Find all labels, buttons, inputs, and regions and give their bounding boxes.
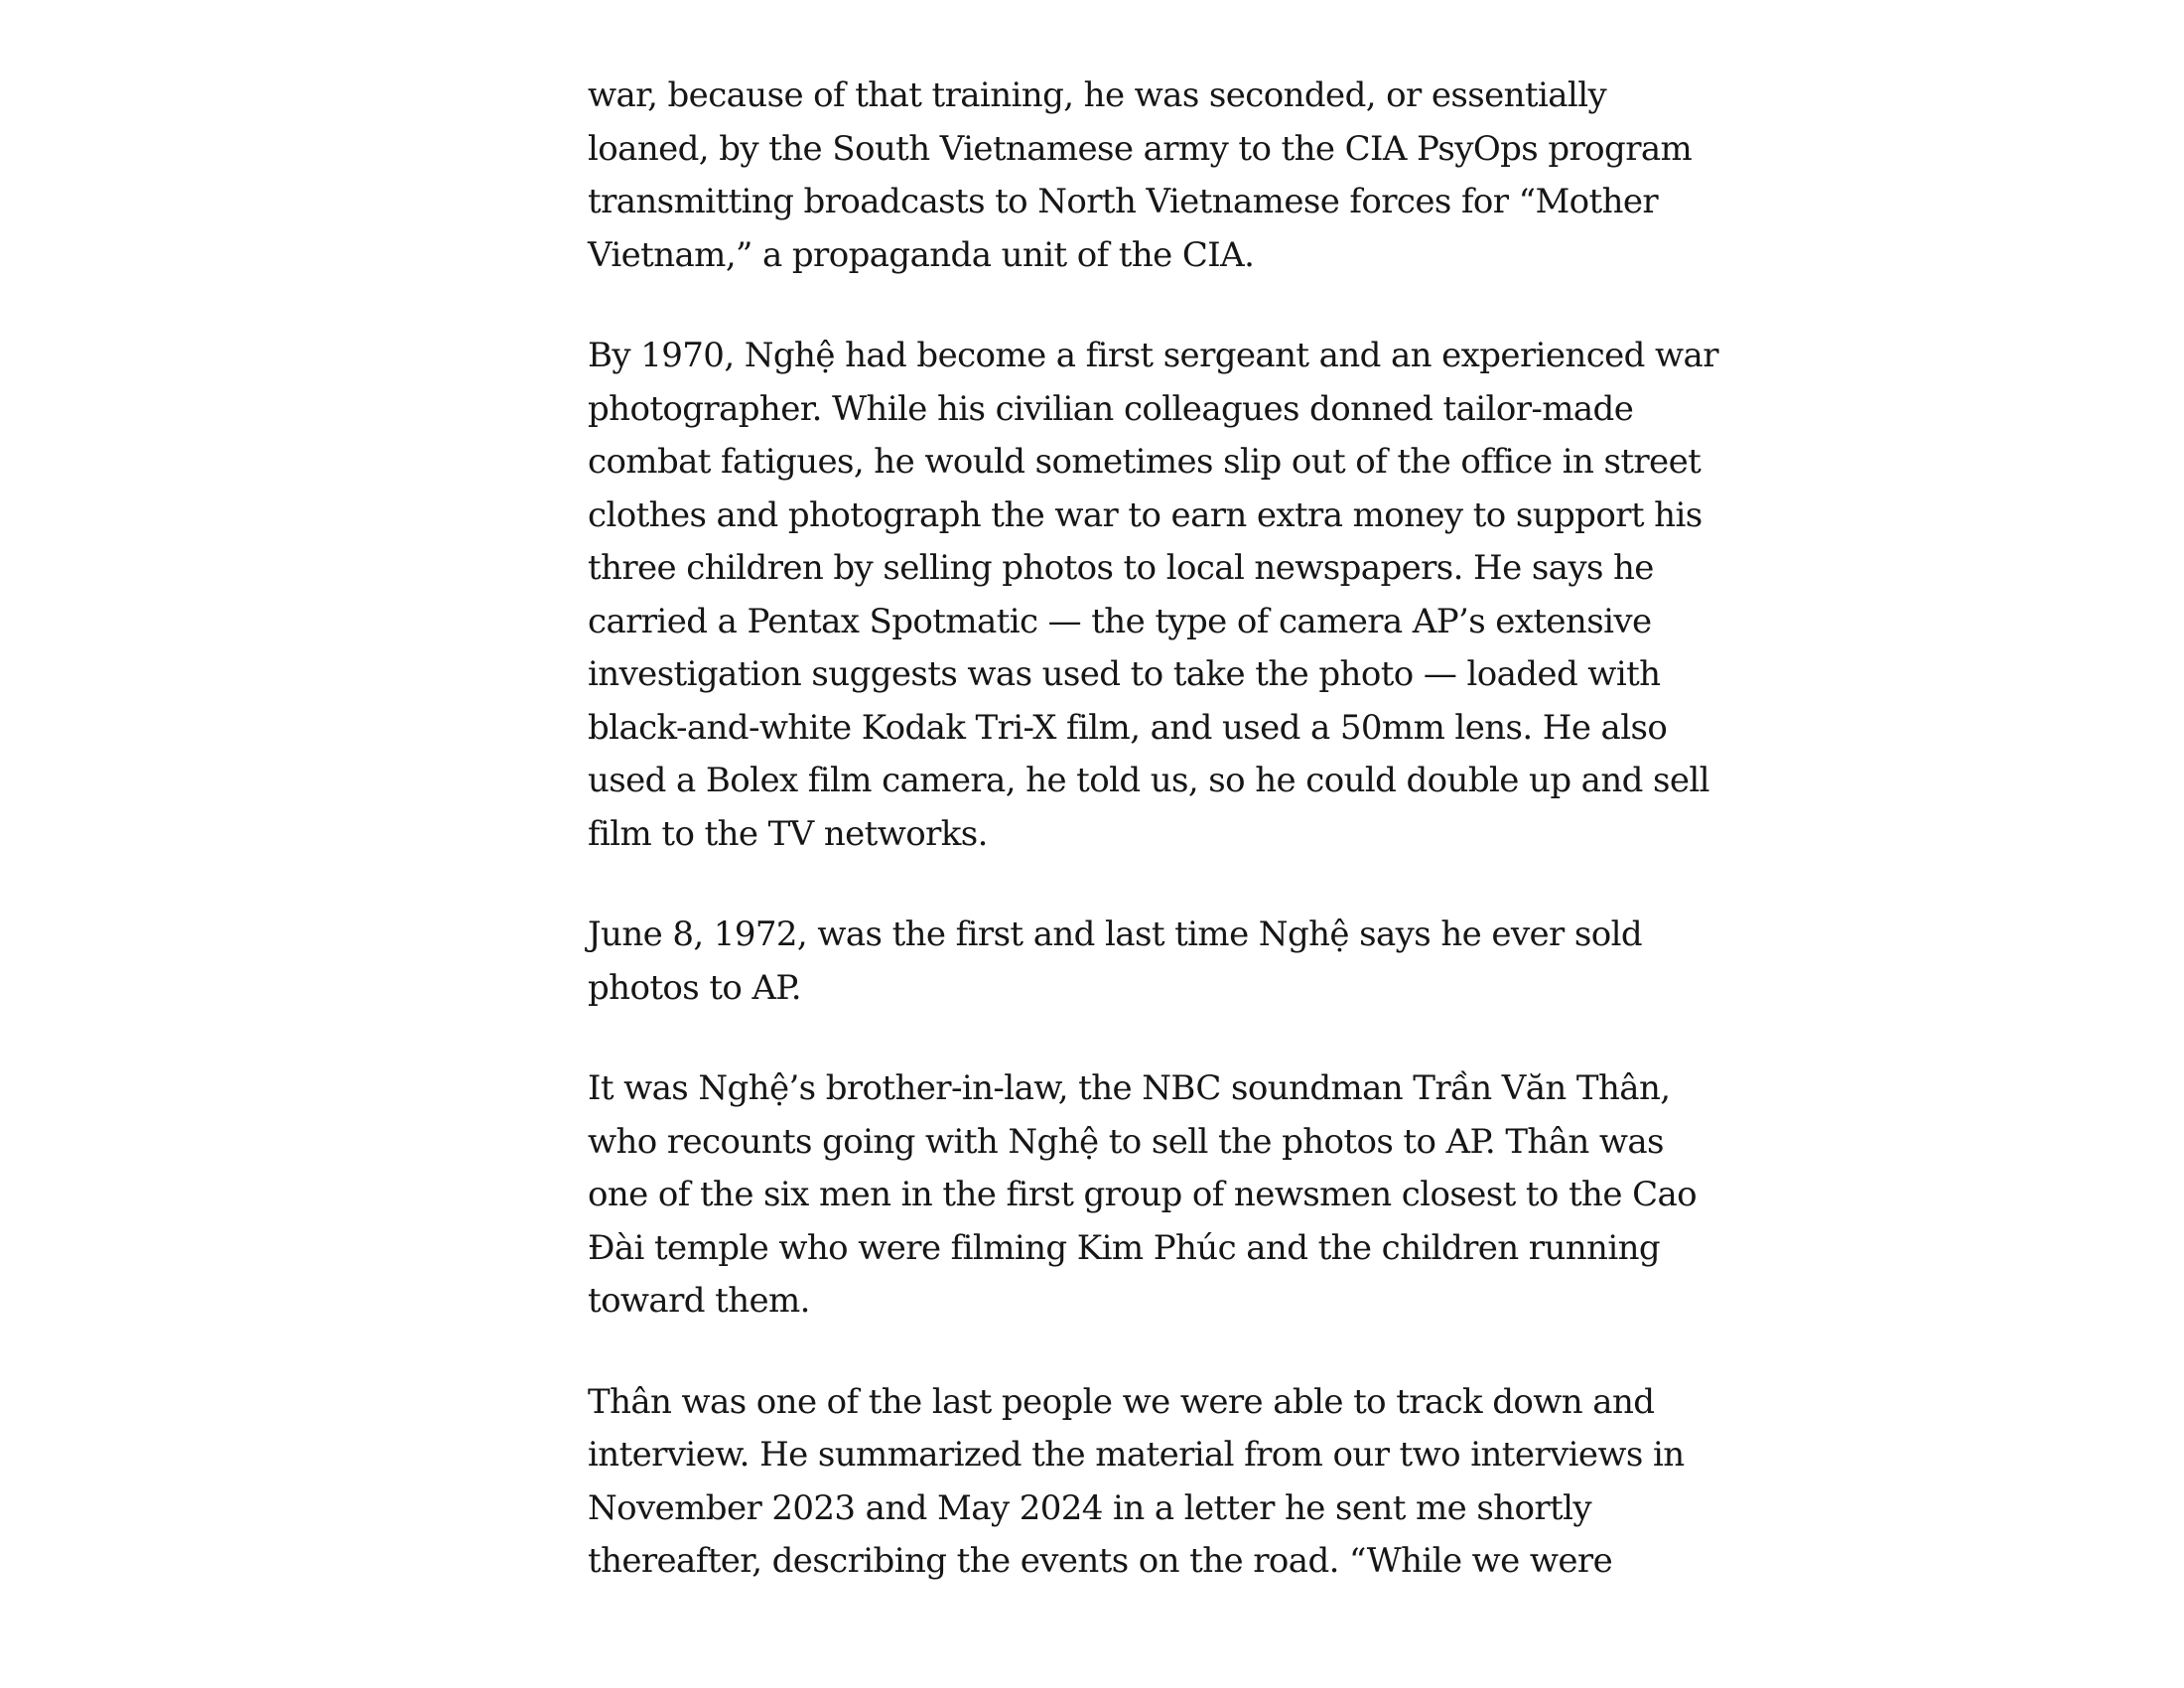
text-line: combat fatigues, he would sometimes slip out of the office in street [588, 442, 1702, 482]
text-line: Thân was one of the last people we were able to track down and [588, 1381, 1655, 1422]
paragraph-sold-photos [588, 909, 1643, 1015]
text-line: November 2023 and May 2024 in a letter he sent me shortly [588, 1487, 1591, 1528]
text-line: loaned, by the South Vietnamese army to the CIA PsyOps program [588, 128, 1693, 169]
text-line: three children by selling photos to local newspapers. He says he [588, 548, 1654, 588]
text-line: thereafter, describing the events on the road. “While we were [588, 1541, 1613, 1581]
text-line: who recounts going with Nghệ to sell the photos to AP. Thân was [588, 1121, 1664, 1162]
paragraph-interview [588, 1376, 1685, 1589]
text-line: photographer. While his civilian colleagues donned tailor-made [588, 388, 1634, 429]
paragraph-training [588, 70, 1693, 282]
text-line: Đài temple who were filming Kim Phúc and the children running [588, 1227, 1661, 1268]
article-body [588, 70, 1718, 1636]
text-line: carried a Pentax Spotmatic — the type of camera AP’s extensive [588, 601, 1652, 641]
text-line: interview. He summarized the material from our two interviews in [588, 1435, 1685, 1475]
text-line: investigation suggests was used to take the photo — loaded with [588, 654, 1661, 694]
text-line: Vietnam,” a propaganda unit of the CIA. [588, 234, 1255, 275]
text-line: clothes and photograph the war to earn extra money to support his [588, 494, 1703, 535]
text-line: It was Nghệ’s brother-in-law, the NBC soundman Trần Văn Thân, [588, 1068, 1671, 1108]
text-line: June 8, 1972, was the first and last time Nghệ says he ever sold [588, 914, 1643, 954]
paragraph-photographer [588, 330, 1718, 861]
text-line: toward them. [588, 1281, 810, 1321]
text-line: transmitting broadcasts to North Vietnamese forces for “Mother [588, 182, 1659, 221]
paragraph-brother-in-law [588, 1062, 1698, 1329]
text-line: used a Bolex film camera, he told us, so he could double up and sell [588, 761, 1709, 800]
text-line: photos to AP. [588, 967, 802, 1008]
text-line: one of the six men in the first group of newsmen closest to the Cao [588, 1175, 1698, 1214]
text-line: film to the TV networks. [588, 813, 988, 854]
text-line: war, because of that training, he was seconded, or essentially [588, 75, 1607, 115]
text-line: black-and-white Kodak Tri-X film, and used a 50mm lens. He also [588, 707, 1668, 748]
text-line: By 1970, Nghệ had become a first sergeant and an experienced war [588, 336, 1718, 375]
